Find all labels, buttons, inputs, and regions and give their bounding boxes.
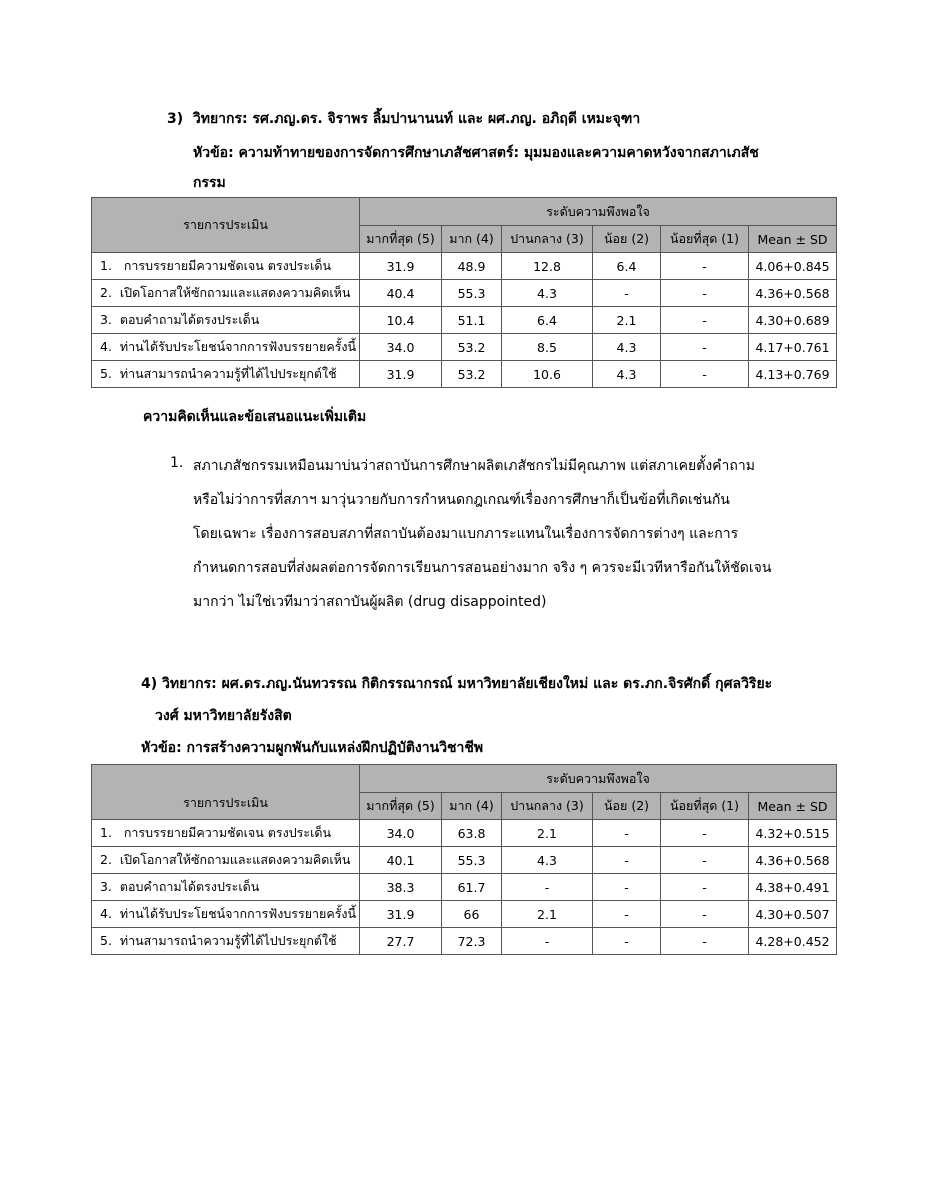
table-cell: 4.17+0.761 [749, 334, 837, 361]
table-cell: 4.38+0.491 [749, 874, 837, 901]
table-cell: 4.30+0.507 [749, 901, 837, 928]
table-row [92, 307, 837, 334]
table-cell: 27.7 [360, 928, 442, 955]
table-cell-item: 2. เปิดโอกาสให้ซักถามและแสดงความคิดเห็น [92, 280, 360, 307]
table-cell: 55.3 [442, 280, 502, 307]
table-cell: 2.1 [502, 901, 593, 928]
table-cell: - [661, 928, 749, 955]
table-cell: 4.3 [502, 280, 593, 307]
table-cell: - [593, 820, 661, 847]
table-cell-item: 4. ท่านได้รับประโยชน์จากการฟังบรรยายครั้งนี้ [92, 334, 360, 361]
table-cell: - [593, 901, 661, 928]
table-cell: 4.3 [593, 334, 661, 361]
table-cell: 4.28+0.452 [749, 928, 837, 955]
column-header: มากที่สุด (5) [360, 793, 442, 820]
section3-heading: 3) วิทยากร: รศ.ภญ.ดร. จิราพร ลิ้มปานานนท์ และ ผศ.ภญ. อภิฤดี เหมะจุฑา [167, 111, 641, 127]
column-header: Mean ± SD [749, 793, 837, 820]
table-cell: 51.1 [442, 307, 502, 334]
comment-line: มากว่า ไม่ใช่เวทีมาว่าสถาบันผู้ผลิต (drug disappointed) [193, 594, 547, 610]
comment-line: กำหนดการสอบที่ส่งผลต่อการจัดการเรียนการสอนอย่างมาก จริง ๆ ควรจะมีเวทีหารือกันให้ชัดเจน [193, 560, 772, 576]
column-header: น้อย (2) [593, 793, 661, 820]
table-cell: 34.0 [360, 334, 442, 361]
column-header: ปานกลาง (3) [502, 793, 593, 820]
table-cell: 8.5 [502, 334, 593, 361]
table-cell: 4.36+0.568 [749, 280, 837, 307]
table-cell: 2.1 [502, 820, 593, 847]
table-cell-item: 2. เปิดโอกาสให้ซักถามและแสดงความคิดเห็น [92, 847, 360, 874]
column-header: มาก (4) [442, 793, 502, 820]
comment-line: หรือไม่ว่าการที่สภาฯ มาวุ่นวายกับการกำหนดกฎเกณฑ์เรื่องการศึกษาก็เป็นข้อที่เกิดเช่นกัน [193, 492, 730, 508]
table-cell: - [661, 901, 749, 928]
table-cell: 6.4 [502, 307, 593, 334]
table-cell-item: 3. ตอบคำถามได้ตรงประเด็น [92, 307, 360, 334]
table-cell: - [661, 820, 749, 847]
table-cell: 48.9 [442, 253, 502, 280]
comment-line: โดยเฉพาะ เรื่องการสอบสภาที่สถาบันต้องมาแบกภาระแทนในเรื่องการจัดการต่างๆ และการ [193, 526, 739, 542]
table-row [92, 361, 837, 388]
column-header-item: รายการประเมิน [92, 765, 360, 820]
section4-heading-line1: 4) วิทยากร: ผศ.ดร.ภญ.นันทวรรณ กิติกรรณากรณ์ มหาวิทยาลัยเชียงใหม่ และ ดร.ภก.จิรศักดิ์ กุศลวิริยะ [141, 676, 773, 692]
table-cell: - [661, 280, 749, 307]
table-cell: 10.6 [502, 361, 593, 388]
table-cell: - [593, 928, 661, 955]
table-cell-item: 1. การบรรยายมีความชัดเจน ตรงประเด็น [92, 820, 360, 847]
table-cell: 31.9 [360, 361, 442, 388]
table-row [92, 847, 837, 874]
table-cell: 4.06+0.845 [749, 253, 837, 280]
table-row [92, 334, 837, 361]
table-cell: 40.4 [360, 280, 442, 307]
table-cell: 6.4 [593, 253, 661, 280]
table-cell: 4.30+0.689 [749, 307, 837, 334]
table-row [92, 901, 837, 928]
section4-heading-line2: วงศ์ มหาวิทยาลัยรังสิต [155, 708, 292, 724]
table-cell: - [593, 874, 661, 901]
table-cell: 66 [442, 901, 502, 928]
column-group-header: ระดับความพึงพอใจ [360, 198, 837, 226]
column-group-header: ระดับความพึงพอใจ [360, 765, 837, 793]
table-header-row [92, 765, 837, 793]
section3-topic-line2: กรรม [193, 175, 226, 191]
column-header: ปานกลาง (3) [502, 226, 593, 253]
table-cell: 34.0 [360, 820, 442, 847]
section3-evaluation-table [91, 197, 837, 388]
table-cell: 4.36+0.568 [749, 847, 837, 874]
table-cell: 55.3 [442, 847, 502, 874]
table-cell: - [661, 253, 749, 280]
column-header: มากที่สุด (5) [360, 226, 442, 253]
table-row [92, 820, 837, 847]
table-row [92, 280, 837, 307]
table-cell: 53.2 [442, 334, 502, 361]
section3-topic-line1: หัวข้อ: ความท้าทายของการจัดการศึกษาเภสัชศาสตร์: มุมมองและความคาดหวังจากสภาเภสัช [193, 145, 759, 161]
section4-evaluation-table [91, 764, 837, 955]
column-header: Mean ± SD [749, 226, 837, 253]
table-cell: - [661, 334, 749, 361]
table-row [92, 928, 837, 955]
table-cell: 40.1 [360, 847, 442, 874]
table-cell-item: 4. ท่านได้รับประโยชน์จากการฟังบรรยายครั้งนี้ [92, 901, 360, 928]
table-cell: 38.3 [360, 874, 442, 901]
table-cell: - [661, 307, 749, 334]
table-cell-item: 3. ตอบคำถามได้ตรงประเด็น [92, 874, 360, 901]
table-cell: - [593, 280, 661, 307]
column-header: น้อยที่สุด (1) [661, 793, 749, 820]
column-header: น้อย (2) [593, 226, 661, 253]
table-row [92, 253, 837, 280]
table-cell: 31.9 [360, 253, 442, 280]
table-cell-item: 1. การบรรยายมีความชัดเจน ตรงประเด็น [92, 253, 360, 280]
table-cell: 12.8 [502, 253, 593, 280]
table-cell: - [593, 847, 661, 874]
table-cell: 4.13+0.769 [749, 361, 837, 388]
comments-heading: ความคิดเห็นและข้อเสนอแนะเพิ่มเติม [143, 409, 367, 425]
table-cell: 72.3 [442, 928, 502, 955]
column-header-item: รายการประเมิน [92, 198, 360, 253]
table-header-row [92, 198, 837, 226]
table-cell: 10.4 [360, 307, 442, 334]
table-cell: 4.3 [593, 361, 661, 388]
table-cell: - [661, 874, 749, 901]
table-cell: 53.2 [442, 361, 502, 388]
column-header: มาก (4) [442, 226, 502, 253]
table-cell-item: 5. ท่านสามารถนำความรู้ที่ได้ไปประยุกต์ใช้ [92, 928, 360, 955]
table-cell: - [502, 928, 593, 955]
table-cell: 2.1 [593, 307, 661, 334]
table-cell: 63.8 [442, 820, 502, 847]
table-cell-item: 5. ท่านสามารถนำความรู้ที่ได้ไปประยุกต์ใช้ [92, 361, 360, 388]
table-cell: 4.32+0.515 [749, 820, 837, 847]
table-cell: - [661, 847, 749, 874]
comment-line: สภาเภสัชกรรมเหมือนมาบ่นว่าสถาบันการศึกษาผลิตเภสัชกรไม่มีคุณภาพ แต่สภาเคยตั้งคำถาม [193, 458, 755, 474]
table-row [92, 874, 837, 901]
comment-item-number: 1. [170, 455, 184, 471]
table-cell: 4.3 [502, 847, 593, 874]
table-cell: - [661, 361, 749, 388]
section4-topic: หัวข้อ: การสร้างความผูกพันกับแหล่งฝึกปฏิบัติงานวิชาชีพ [141, 740, 484, 756]
table-cell: 61.7 [442, 874, 502, 901]
table-cell: 31.9 [360, 901, 442, 928]
table-cell: - [502, 874, 593, 901]
column-header: น้อยที่สุด (1) [661, 226, 749, 253]
